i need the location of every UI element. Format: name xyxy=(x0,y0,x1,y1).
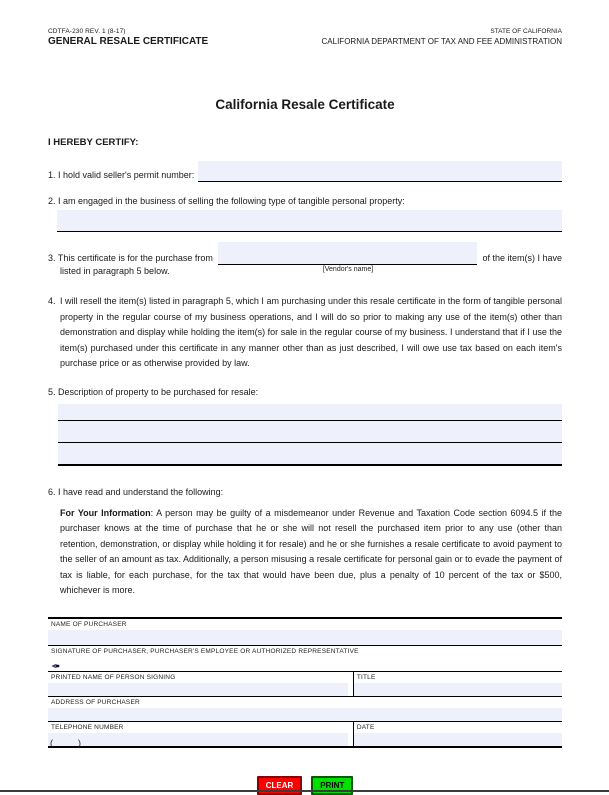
certify-heading: I HEREBY CERTIFY: xyxy=(48,137,139,148)
form-name: GENERAL RESALE CERTIFICATE xyxy=(48,36,209,47)
item-4-text: I will resell the item(s) listed in paragraph 5, which I am purchasing under this resale certificate in the form of tangible personal property in the regular course of my business operations, and I will do so prior to making any use of the item(s) other than demonstration and display while holding the item(s) for sale in the regular course of my business. I understand that if I use the item(s) purchased under this certificate in any manner other than as just described, I will owe use tax based on each item's purchase price or as otherwise provided by law. xyxy=(60,296,562,368)
description-field-3[interactable] xyxy=(58,443,562,466)
row-printed-name-title xyxy=(48,672,562,697)
address-label: ADDRESS OF PURCHASER xyxy=(51,698,140,706)
signature-table xyxy=(48,617,562,748)
vendor-name-field[interactable] xyxy=(218,242,478,265)
date-field[interactable] xyxy=(354,733,562,746)
item-3-suffix: of the item(s) I have xyxy=(482,253,562,263)
item-6-label: 6. I have read and understand the following: xyxy=(48,486,224,497)
title-field[interactable] xyxy=(354,683,562,696)
item-3 xyxy=(48,242,562,278)
name-of-purchaser-label: NAME OF PURCHASER xyxy=(51,620,127,628)
row-telephone-date xyxy=(48,722,562,746)
item-2-label: 2. I am engaged in the business of selling the following type of tangible personal property: xyxy=(48,196,405,206)
telephone-label: TELEPHONE NUMBER xyxy=(51,723,124,731)
vendor-name-caption: [Vendor's name] xyxy=(322,266,374,273)
item-2 xyxy=(48,195,562,232)
fyi-text: : A person may be guilty of a misdemeanor under Revenue and Taxation Code section 6094.5 if the purchaser knows at the time of purchase that he or she will not resell the purchased item prior to any use (other than retention, demonstration, or display while holding it for resale) and he or she furnishes a resale certificate to avoid payment to the seller of an amount as tax. Additionally, a person misusing a resale certificate for personal gain or to evade the payment of tax is liable, for each purchase, for the tax that would have been due, plus a penalty of 10 percent of the tax or $500, whichever is more. xyxy=(60,507,562,595)
item-1-label: 1. I hold valid seller's permit number: xyxy=(48,170,195,180)
item-3-line2: listed in paragraph 5 below. xyxy=(60,266,170,276)
fyi-heading: For Your Information xyxy=(60,507,151,518)
department-line: CALIFORNIA DEPARTMENT OF TAX AND FEE ADMINISTRATION xyxy=(321,37,562,46)
item-4-number: 4. xyxy=(48,296,56,306)
printed-name-field[interactable] xyxy=(48,683,348,696)
signature-field[interactable] xyxy=(48,657,562,671)
form-header xyxy=(48,28,562,47)
row-signature xyxy=(48,646,562,672)
item-4 xyxy=(48,294,562,372)
title-label: TITLE xyxy=(356,673,376,681)
form-number: CDTFA-230 REV. 1 (8-17) xyxy=(48,28,126,35)
clear-button[interactable]: CLEAR xyxy=(257,776,303,795)
date-label: DATE xyxy=(356,723,375,731)
property-type-field[interactable] xyxy=(57,210,562,232)
name-of-purchaser-field[interactable] xyxy=(48,630,562,645)
signature-label: SIGNATURE OF PURCHASER, PURCHASER'S EMPLOYEE OR AUTHORIZED REPRESENTATIVE xyxy=(51,647,359,655)
item-3-prefix: 3. This certificate is for the purchase from xyxy=(48,253,213,263)
signature-pen-icon: ✒ xyxy=(51,660,61,673)
description-field-1[interactable] xyxy=(58,404,562,421)
row-name-of-purchaser xyxy=(48,619,562,646)
print-button[interactable]: PRINT xyxy=(311,776,353,795)
telephone-field[interactable] xyxy=(48,733,348,746)
fyi-paragraph xyxy=(60,506,562,599)
item-1 xyxy=(48,161,562,182)
state-line: STATE OF CALIFORNIA xyxy=(490,28,562,35)
page-title: California Resale Certificate xyxy=(215,97,395,112)
item-5 xyxy=(48,386,562,466)
item-5-label: 5. Description of property to be purchased for resale: xyxy=(48,386,259,397)
telephone-prefill: ( ) xyxy=(50,737,81,748)
description-field-2[interactable] xyxy=(58,421,562,443)
seller-permit-number-field[interactable] xyxy=(198,161,562,182)
address-field[interactable] xyxy=(48,708,562,721)
item-6 xyxy=(48,486,562,599)
row-address xyxy=(48,697,562,722)
printed-name-label: PRINTED NAME OF PERSON SIGNING xyxy=(51,673,176,681)
